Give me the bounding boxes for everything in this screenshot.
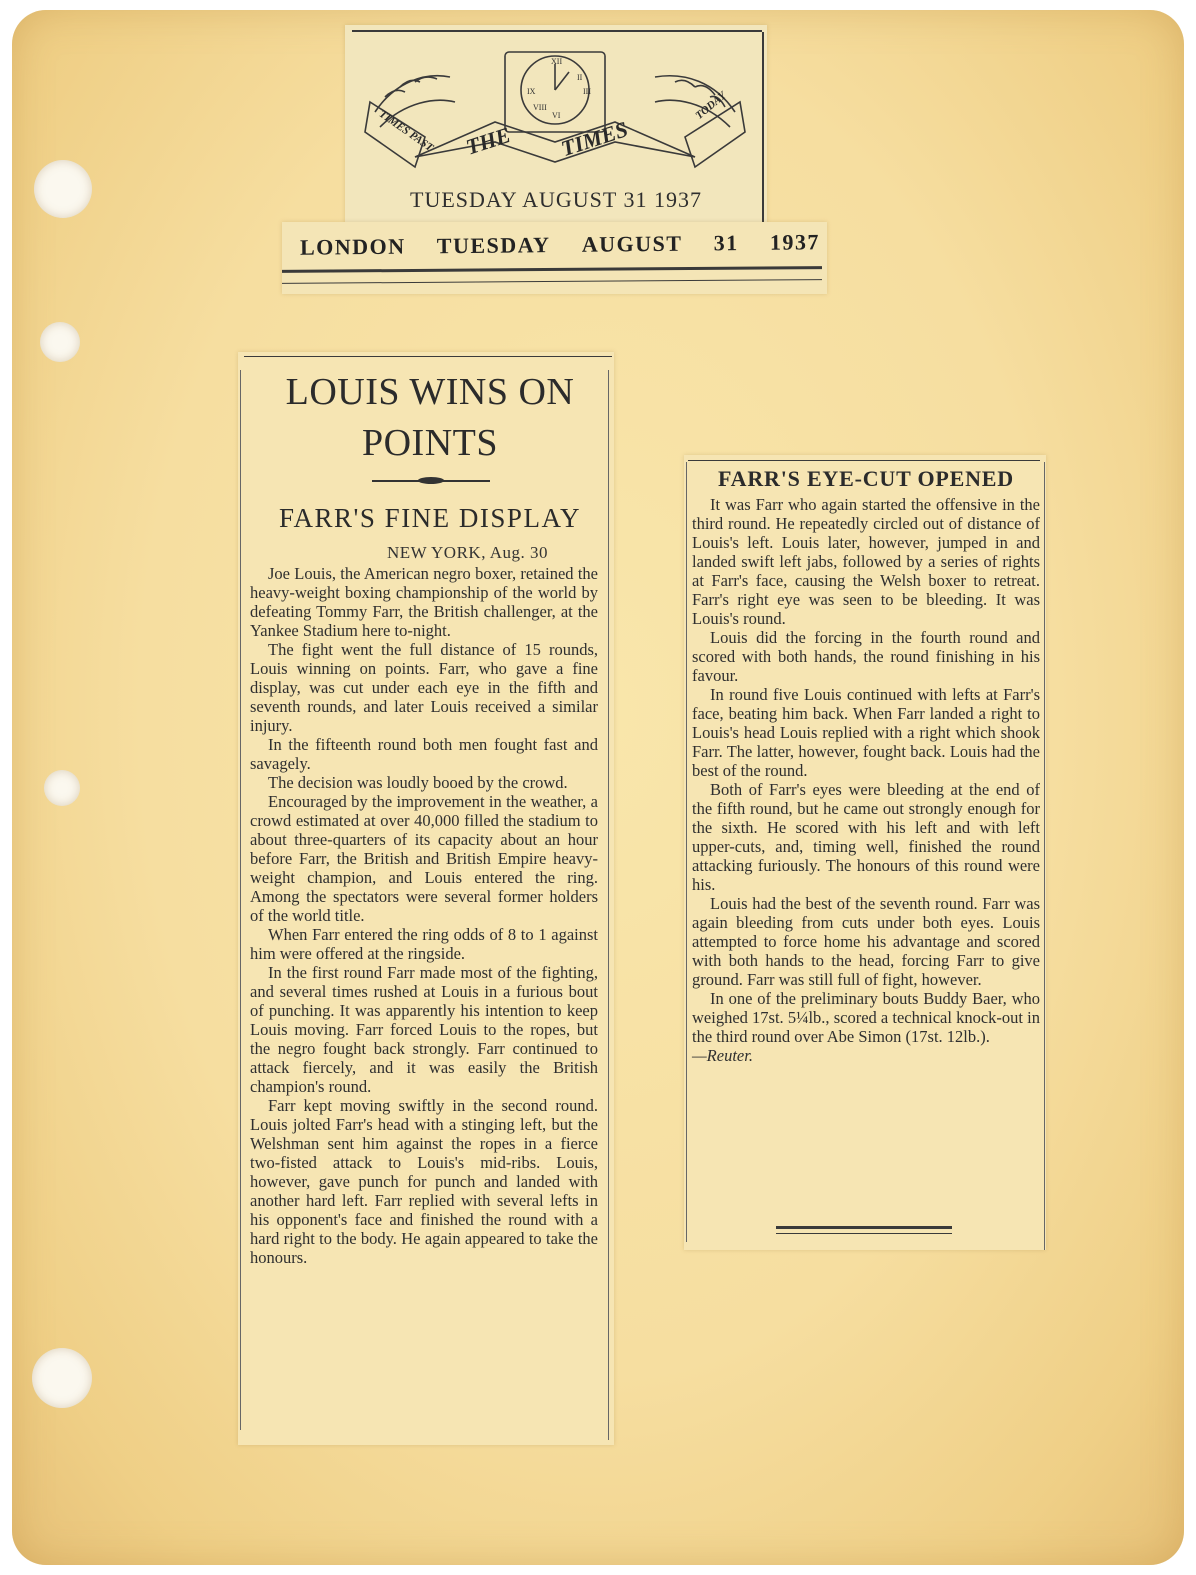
- masthead-top-rule: [352, 30, 762, 32]
- svg-text:VIII: VIII: [533, 103, 547, 112]
- paragraph: Louis did the forcing in the fourth round and scored with both hands, the round finishing in his favour.: [692, 628, 1040, 685]
- paragraph: In the fifteenth round both men fought fast and savagely.: [250, 735, 598, 773]
- svg-text:II: II: [577, 73, 583, 82]
- svg-text:VI: VI: [552, 111, 561, 120]
- dateline-day: 31: [713, 230, 739, 256]
- continuation-right-rule: [1044, 462, 1045, 1250]
- times-masthead-logo: [355, 42, 755, 182]
- article-credit: —Reuter.: [692, 1046, 753, 1065]
- article-headline: [250, 367, 610, 469]
- logo-side-right: TODAY: [693, 89, 729, 122]
- continuation-top-rule: [688, 460, 1040, 461]
- dateline-year: 1937: [769, 229, 821, 255]
- headline-line-1: LOUIS WINS ON: [285, 371, 575, 413]
- dateline-city: LONDON: [299, 233, 406, 260]
- dateline-month: AUGUST: [581, 230, 683, 257]
- logo-side-left: TIMES PAST: [376, 108, 436, 155]
- article-subhead: FARR'S FINE DISPLAY: [279, 503, 581, 533]
- article-left-rule: [240, 370, 241, 1430]
- paragraph: Farr kept moving swiftly in the second round. Louis jolted Farr's head with a stinging left, but the Welshman sent him against the ropes in a fierce two-fisted attack to Louis's mid-ribs. Louis, however, gave punch for punch and landed with another hard left. Farr replied with several lefts in his opponent's face and finished the round with a hard right to the body. He again appeared to take the honours.: [250, 1096, 598, 1267]
- end-rule-thick: [776, 1226, 952, 1229]
- headline-divider-ornament: [418, 477, 444, 484]
- binder-hole: [40, 322, 80, 362]
- article-dateline: NEW YORK, Aug. 30: [387, 543, 549, 562]
- continuation-subhead: FARR'S EYE-CUT OPENED: [718, 466, 1014, 491]
- svg-text:IX: IX: [527, 87, 536, 96]
- london-dateline: [300, 229, 820, 260]
- paragraph: In the first round Farr made most of the fighting, and several times rushed at Louis in a furious bout of punching. It was apparently his intention to keep Louis moving. Farr forced Louis to the ropes, but the negro fought back strongly. Farr continued to attack fiercely, and it was easily the British champion's round.: [250, 963, 598, 1096]
- binder-hole: [44, 770, 80, 806]
- paragraph: Both of Farr's eyes were bleeding at the end of the fifth round, but he came out strongly enough for the sixth. He scored with his left and with left upper-cuts, and, timing well, finished the round attacking furiously. The honours of this round were his.: [692, 780, 1040, 894]
- svg-text:XII: XII: [551, 57, 563, 66]
- continuation-left-rule: [686, 462, 687, 1242]
- paragraph: Encouraged by the improvement in the weather, a crowd estimated at over 40,000 filled the stadium to about three-quarters of its capacity about an hour before Farr, the British and British Empire heavy-weight champion, and Louis entered the ring. Among the spectators were several former holders of the world title.: [250, 792, 598, 925]
- svg-text:III: III: [583, 87, 591, 96]
- binder-hole: [34, 160, 92, 218]
- paragraph: Louis had the best of the seventh round. Farr was again bleeding from cuts under both eyes. Louis attempted to force home his advantage and scored with both hands to the head, forcing Farr to give ground. Farr was still full of fight, however.: [692, 894, 1040, 989]
- paragraph: It was Farr who again started the offensive in the third round. He repeatedly circled out of distance of Louis's left. Louis later, however, jumped in and landed swift left jabs, followed by a series of rights at Farr's face, causing the Welsh boxer to retreat. Farr's right eye was seen to be bleeding. It was Louis's round.: [692, 495, 1040, 628]
- paragraph: The fight went the full distance of 15 rounds, Louis winning on points. Farr, who gave a fine display, was cut under each eye in the fifth and seventh rounds, and later Louis received a similar injury.: [250, 640, 598, 735]
- dateline-weekday: TUESDAY: [436, 232, 551, 259]
- logo-the-text: THE: [462, 121, 514, 160]
- paragraph: When Farr entered the ring odds of 8 to 1 against him were offered at the ringside.: [250, 925, 598, 963]
- paragraph: Joe Louis, the American negro boxer, retained the heavy-weight boxing championship of the world by defeating Tommy Farr, the British challenger, at the Yankee Stadium here to-night.: [250, 564, 598, 640]
- paragraph: In round five Louis continued with lefts at Farr's face, beating him back. When Farr landed a right to Louis's head Louis replied with a right which shook Farr. The latter, however, fought back. Louis had the best of the round.: [692, 685, 1040, 780]
- paragraph: In one of the preliminary bouts Buddy Baer, who weighed 17st. 5¼lb., scored a technical knock-out in the third round over Abe Simon (17st. 12lb.).: [692, 989, 1040, 1046]
- article-column-2: [692, 495, 1040, 1065]
- binder-hole: [32, 1348, 92, 1408]
- logo-times-text: TIMES: [558, 116, 631, 162]
- masthead-date: TUESDAY AUGUST 31 1937: [410, 187, 702, 212]
- end-rule-thin: [776, 1233, 952, 1234]
- headline-line-2: POINTS: [361, 422, 499, 464]
- article-column-1: [250, 564, 598, 1267]
- paragraph: The decision was loudly booed by the crowd.: [268, 773, 568, 792]
- article-top-rule: [244, 356, 612, 357]
